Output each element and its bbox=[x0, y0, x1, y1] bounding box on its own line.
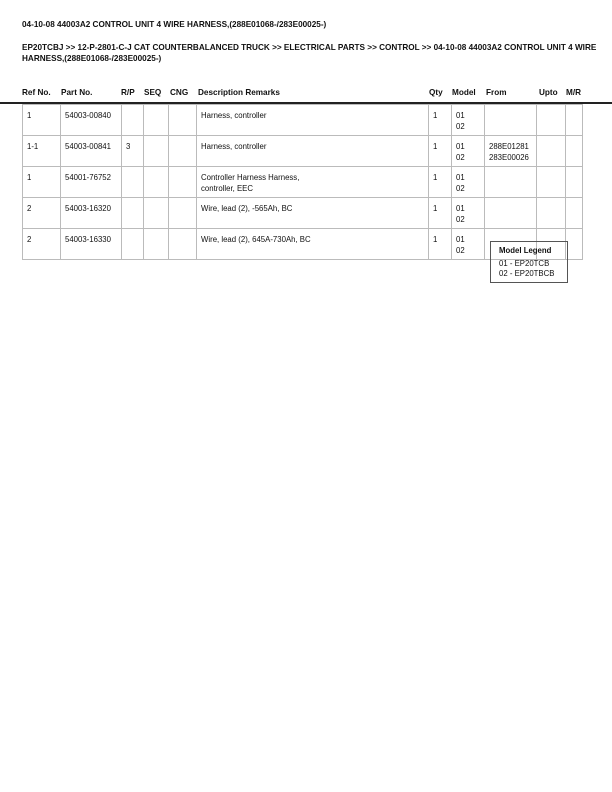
description: Wire, lead (2), -565Ah, BC bbox=[197, 198, 429, 229]
seq bbox=[144, 198, 169, 229]
model: 01 02 bbox=[452, 136, 485, 167]
description: Harness, controller bbox=[197, 105, 429, 136]
mr bbox=[566, 229, 583, 260]
mr bbox=[566, 136, 583, 167]
seq bbox=[144, 105, 169, 136]
model: 01 02 bbox=[452, 167, 485, 198]
from bbox=[485, 167, 537, 198]
rp bbox=[122, 167, 144, 198]
from bbox=[485, 105, 537, 136]
description: Harness, controller bbox=[197, 136, 429, 167]
mr bbox=[566, 105, 583, 136]
rp bbox=[122, 105, 144, 136]
breadcrumb: EP20TCBJ >> 12-P-2801-C-J CAT COUNTERBALANCED TRUCK >> ELECTRICAL PARTS >> CONTROL >> 04-10-08 44003A2 CONTROL UNIT 4 WIRE HARNESS,(288E01068-/283E00025-) bbox=[22, 43, 597, 63]
qty: 1 bbox=[429, 198, 452, 229]
ref-no: 1-1 bbox=[23, 136, 61, 167]
model-legend-title: Model Legend bbox=[499, 246, 552, 255]
ref-no: 1 bbox=[23, 167, 61, 198]
mr bbox=[566, 167, 583, 198]
part-no: 54003-00840 bbox=[61, 105, 122, 136]
col-header-rp: R/P bbox=[121, 88, 135, 97]
model: 01 02 bbox=[452, 198, 485, 229]
rp bbox=[122, 198, 144, 229]
qty: 1 bbox=[429, 136, 452, 167]
col-header-description: Description Remarks bbox=[198, 88, 280, 97]
from bbox=[485, 198, 537, 229]
ref-no: 2 bbox=[23, 229, 61, 260]
col-header-seq: SEQ bbox=[144, 88, 162, 97]
upto bbox=[537, 136, 566, 167]
col-header-model: Model bbox=[452, 88, 476, 97]
col-header-part-no: Part No. bbox=[61, 88, 93, 97]
seq bbox=[144, 136, 169, 167]
seq bbox=[144, 167, 169, 198]
cng bbox=[169, 198, 197, 229]
cng bbox=[169, 136, 197, 167]
col-header-from: From bbox=[486, 88, 507, 97]
table-row bbox=[23, 136, 583, 167]
col-header-ref-no: Ref No. bbox=[22, 88, 51, 97]
part-no: 54003-16330 bbox=[61, 229, 122, 260]
col-header-qty: Qty bbox=[429, 88, 443, 97]
model-legend bbox=[490, 241, 568, 283]
part-no: 54001-76752 bbox=[61, 167, 122, 198]
part-no: 54003-16320 bbox=[61, 198, 122, 229]
from: 288E01281 283E00026 bbox=[485, 136, 537, 167]
qty: 1 bbox=[429, 229, 452, 260]
cng bbox=[169, 105, 197, 136]
rp bbox=[122, 229, 144, 260]
description: Controller Harness Harness, controller, EEC bbox=[197, 167, 429, 198]
upto bbox=[537, 167, 566, 198]
part-no: 54003-00841 bbox=[61, 136, 122, 167]
table-row bbox=[23, 105, 583, 136]
cng bbox=[169, 229, 197, 260]
col-header-upto: Upto bbox=[539, 88, 558, 97]
model: 01 02 bbox=[452, 229, 485, 260]
parts-table bbox=[22, 104, 583, 260]
mr bbox=[566, 198, 583, 229]
table-row bbox=[23, 167, 583, 198]
cng bbox=[169, 167, 197, 198]
document-title: 04-10-08 44003A2 CONTROL UNIT 4 WIRE HARNESS,(288E01068-/283E00025-) bbox=[22, 20, 327, 29]
model-legend-item: 01 - EP20TCB bbox=[499, 259, 550, 268]
upto bbox=[537, 105, 566, 136]
table-row bbox=[23, 198, 583, 229]
ref-no: 1 bbox=[23, 105, 61, 136]
upto bbox=[537, 198, 566, 229]
rp: 3 bbox=[122, 136, 144, 167]
col-header-mr: M/R bbox=[566, 88, 582, 97]
description: Wire, lead (2), 645A-730Ah, BC bbox=[197, 229, 429, 260]
seq bbox=[144, 229, 169, 260]
qty: 1 bbox=[429, 167, 452, 198]
model-legend-item: 02 - EP20TBCB bbox=[499, 269, 555, 278]
ref-no: 2 bbox=[23, 198, 61, 229]
model: 01 02 bbox=[452, 105, 485, 136]
col-header-cng: CNG bbox=[170, 88, 189, 97]
qty: 1 bbox=[429, 105, 452, 136]
